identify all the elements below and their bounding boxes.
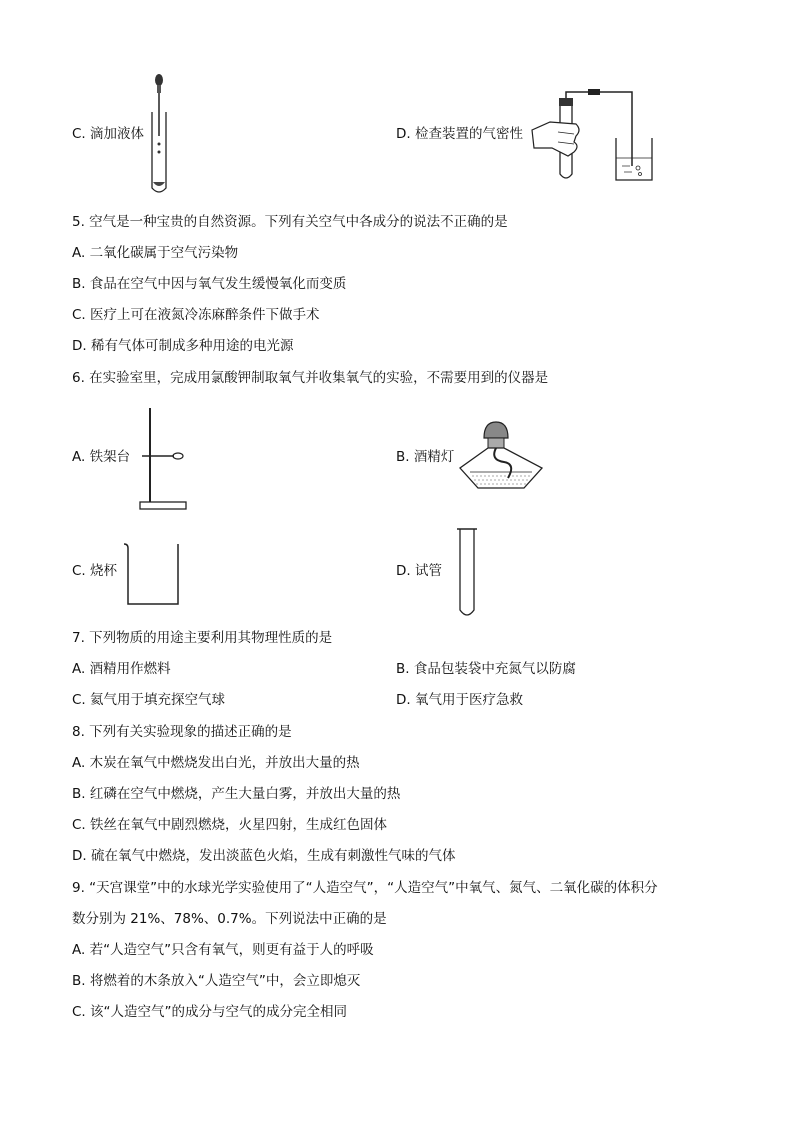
q8-option-a: A. 木炭在氧气中燃烧发出白光，并放出大量的热 bbox=[72, 755, 360, 771]
q6-option-a: A. 铁架台 bbox=[72, 449, 131, 465]
q9-stem-line2: 数分别为 21%、78%、0.7%。下列说法中正确的是 bbox=[72, 911, 387, 927]
q7-option-c: C. 氦气用于填充探空气球 bbox=[72, 692, 226, 708]
q6-option-d: D. 试管 bbox=[396, 563, 442, 579]
q7-option-a: A. 酒精用作燃料 bbox=[72, 661, 171, 677]
q7-stem: 7. 下列物质的用途主要利用其物理性质的是 bbox=[72, 630, 333, 646]
beaker-figure bbox=[120, 540, 182, 608]
q8-option-b: B. 红磷在空气中燃烧，产生大量白雾，并放出大量的热 bbox=[72, 786, 401, 802]
q9-option-b: B. 将燃着的木条放入“人造空气”中，会立即熄灭 bbox=[72, 973, 361, 989]
q5-stem: 5. 空气是一种宝贵的自然资源。下列有关空气中各成分的说法不正确的是 bbox=[72, 214, 508, 230]
test-tube-figure bbox=[454, 526, 480, 622]
q6-stem: 6. 在实验室里，完成用氯酸钾制取氧气并收集氧气的实验，不需要用到的仪器是 bbox=[72, 370, 549, 386]
q9-option-a: A. 若“人造空气”只含有氧气，则更有益于人的呼吸 bbox=[72, 942, 374, 958]
prev-option-d: D. 检查装置的气密性 bbox=[396, 126, 523, 142]
q6-option-c: C. 烧杯 bbox=[72, 563, 118, 579]
alcohol-lamp-figure bbox=[458, 418, 548, 492]
q7-option-b: B. 食品包装袋中充氮气以防腐 bbox=[396, 661, 576, 677]
q8-option-c: C. 铁丝在氧气中剧烈燃烧，火星四射，生成红色固体 bbox=[72, 817, 388, 833]
q9-option-c: C. 该“人造空气”的成分与空气的成分完全相同 bbox=[72, 1004, 347, 1020]
airtightness-check-figure bbox=[528, 86, 660, 184]
q5-option-b: B. 食品在空气中因与氧气发生缓慢氧化而变质 bbox=[72, 276, 347, 292]
q5-option-c: C. 医疗上可在液氮冷冻麻醉条件下做手术 bbox=[72, 307, 320, 323]
q5-option-d: D. 稀有气体可制成多种用途的电光源 bbox=[72, 338, 294, 354]
q9-stem-line1: 9. “天宫课堂”中的水球光学实验使用了“人造空气”，“人造空气”中氧气、氮气、二氧化碳的体积分 bbox=[72, 880, 658, 896]
q7-option-d: D. 氧气用于医疗急救 bbox=[396, 692, 523, 708]
q6-option-b: B. 酒精灯 bbox=[396, 449, 455, 465]
q8-option-d: D. 硫在氧气中燃烧，发出淡蓝色火焰，生成有刺激性气味的气体 bbox=[72, 848, 456, 864]
dropper-test-tube-figure bbox=[146, 72, 176, 196]
prev-option-c: C. 滴加液体 bbox=[72, 126, 145, 142]
q8-stem: 8. 下列有关实验现象的描述正确的是 bbox=[72, 724, 292, 740]
iron-stand-figure bbox=[138, 406, 188, 512]
q5-option-a: A. 二氧化碳属于空气污染物 bbox=[72, 245, 239, 261]
